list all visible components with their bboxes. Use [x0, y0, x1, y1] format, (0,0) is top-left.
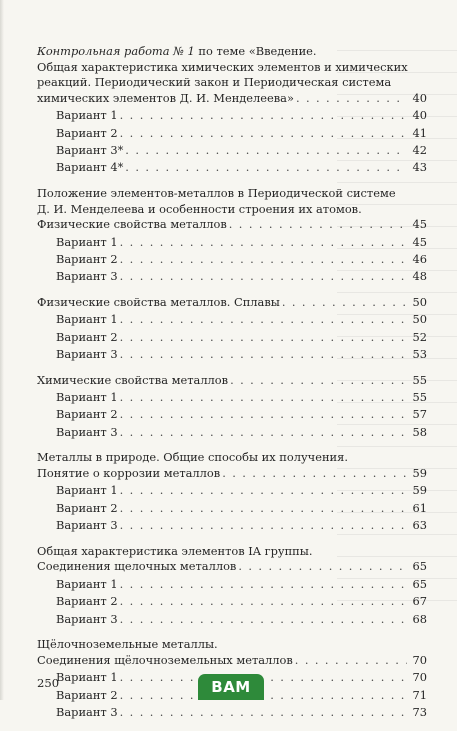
dot-leader	[120, 425, 407, 441]
toc-variant-page: 53	[412, 347, 427, 362]
toc-variant-label: Вариант 2	[56, 329, 118, 344]
toc-entry	[37, 653, 427, 669]
section-title-text: реакций. Периодический закон и Периодическая система	[37, 75, 392, 90]
toc-variant-label: Вариант 2	[56, 500, 118, 515]
dot-leader	[120, 483, 407, 499]
toc-entry-page: 65	[412, 559, 427, 574]
toc-variant-page: 67	[412, 594, 427, 609]
toc-entry-label: Понятие о коррозии металлов	[37, 466, 221, 481]
dot-leader	[229, 217, 407, 233]
dot-leader	[125, 143, 407, 159]
toc-section	[37, 373, 427, 441]
section-title-line	[37, 186, 427, 202]
dot-leader	[120, 330, 407, 346]
toc-variant	[37, 269, 427, 285]
toc-entry-label: химических элементов Д. И. Менделеева»	[37, 90, 294, 105]
toc-variant	[37, 126, 427, 142]
toc-variant-page: 58	[412, 424, 427, 439]
toc-section	[37, 44, 427, 176]
toc-variant-page: 43	[412, 160, 427, 175]
section-title-text: по теме «Введение.	[194, 44, 317, 58]
dot-leader	[120, 347, 407, 363]
section-title-line	[37, 450, 427, 466]
toc-entry-label: Физические свойства металлов	[37, 217, 227, 232]
toc-variant	[37, 407, 427, 423]
section-title-text: Общая характеристика химических элементов и химических	[37, 59, 408, 74]
toc-entry-page: 59	[412, 466, 427, 481]
toc-variant-page: 45	[412, 234, 427, 249]
dot-leader	[120, 126, 407, 142]
toc-variant-page: 40	[412, 108, 427, 123]
toc-variant-label: Вариант 2	[56, 407, 118, 422]
toc-variant-page: 55	[412, 390, 427, 405]
toc-entry-page: 70	[412, 652, 427, 667]
watermark-logo: BAM	[198, 674, 264, 700]
toc-section	[37, 186, 427, 285]
dot-leader	[238, 559, 407, 575]
toc-variant-page: 70	[412, 670, 427, 685]
toc-variant	[37, 312, 427, 328]
toc-entry-page: 55	[412, 372, 427, 387]
toc-variant-label: Вариант 2	[56, 251, 118, 266]
toc-variant-page: 73	[412, 704, 427, 719]
toc-variant-label: Вариант 2	[56, 687, 118, 702]
toc-variant	[37, 347, 427, 363]
toc-variant	[37, 252, 427, 268]
toc-section	[37, 544, 427, 627]
dot-leader	[120, 577, 407, 593]
dot-leader	[230, 373, 407, 389]
toc-variant-label: Вариант 3	[56, 424, 118, 439]
dot-leader	[120, 612, 407, 628]
dot-leader	[120, 705, 407, 721]
toc-entry-label: Химические свойства металлов	[37, 372, 229, 387]
toc-variant	[37, 235, 427, 251]
toc-variant	[37, 483, 427, 499]
dot-leader	[120, 269, 407, 285]
toc-variant-page: 71	[412, 687, 427, 702]
toc-variant-label: Вариант 3*	[56, 142, 124, 157]
page-edge-shadow	[0, 0, 4, 700]
toc-entry-page: 40	[412, 90, 427, 105]
dot-leader	[295, 653, 407, 669]
toc-variant-label: Вариант 1	[56, 108, 118, 123]
toc-variant-page: 46	[412, 251, 427, 266]
toc-entry-page: 45	[412, 217, 427, 232]
section-title-line	[37, 637, 427, 653]
dot-leader	[120, 390, 407, 406]
section-title-text: Общая характеристика элементов IA группы.	[37, 543, 313, 558]
toc-variant-label: Вариант 1	[56, 576, 118, 591]
section-title-text: Металлы в природе. Общие способы их получения.	[37, 450, 348, 465]
toc-variant-label: Вариант 3	[56, 704, 118, 719]
toc-entry	[37, 373, 427, 389]
toc-entry-label: Физические свойства металлов. Сплавы	[37, 294, 280, 309]
dot-leader	[120, 108, 407, 124]
toc-variant	[37, 143, 427, 159]
toc-variant	[37, 594, 427, 610]
toc-variant-page: 50	[412, 312, 427, 327]
section-title-text: Щёлочноземельные металлы.	[37, 637, 218, 652]
dot-leader	[125, 160, 407, 176]
dot-leader	[222, 466, 407, 482]
dot-leader	[282, 295, 407, 311]
dot-leader	[120, 594, 407, 610]
test-title-italic: Контрольная работа № 1	[37, 44, 195, 58]
toc-entry-page: 50	[412, 294, 427, 309]
toc-variant	[37, 160, 427, 176]
toc-section	[37, 450, 427, 533]
toc-variant-page: 41	[412, 125, 427, 140]
page-number: 250	[37, 676, 60, 690]
toc-entry	[37, 295, 427, 311]
toc-variant-label: Вариант 3	[56, 347, 118, 362]
toc-variant-page: 63	[412, 518, 427, 533]
dot-leader	[296, 91, 407, 107]
section-title-line	[37, 202, 427, 218]
toc-variant-label: Вариант 3	[56, 518, 118, 533]
table-of-contents	[37, 44, 427, 731]
toc-variant	[37, 577, 427, 593]
toc-variant-page: 59	[412, 483, 427, 498]
toc-variant-label: Вариант 1	[56, 670, 118, 685]
section-title-line	[37, 75, 427, 91]
section-title-text: Положение элементов-металлов в Периодической системе	[37, 185, 396, 200]
toc-variant	[37, 108, 427, 124]
toc-variant-label: Вариант 1	[56, 312, 118, 327]
section-title-text: Д. И. Менделеева и особенности строения их атомов.	[37, 201, 362, 216]
dot-leader	[120, 407, 407, 423]
toc-entry-label: Соединения щелочных металлов	[37, 559, 237, 574]
toc-entry	[37, 466, 427, 482]
toc-variant	[37, 390, 427, 406]
toc-variant	[37, 425, 427, 441]
toc-variant	[37, 518, 427, 534]
toc-variant-page: 42	[412, 142, 427, 157]
toc-variant-label: Вариант 2	[56, 594, 118, 609]
toc-variant-label: Вариант 1	[56, 483, 118, 498]
toc-variant-label: Вариант 4*	[56, 160, 124, 175]
dot-leader	[120, 312, 407, 328]
toc-variant-page: 61	[412, 500, 427, 515]
dot-leader	[120, 501, 407, 517]
toc-variant-label: Вариант 1	[56, 234, 118, 249]
toc-variant	[37, 612, 427, 628]
toc-entry	[37, 91, 427, 107]
toc-variant-page: 57	[412, 407, 427, 422]
section-title-line	[37, 544, 427, 560]
toc-variant-page: 48	[412, 269, 427, 284]
dot-leader	[120, 252, 407, 268]
toc-variant-page: 65	[412, 576, 427, 591]
toc-variant-page: 52	[412, 329, 427, 344]
toc-variant-label: Вариант 3	[56, 611, 118, 626]
toc-variant-label: Вариант 3	[56, 269, 118, 284]
toc-variant	[37, 705, 427, 721]
toc-section	[37, 295, 427, 363]
section-title-line	[37, 60, 427, 76]
section-title-line	[37, 44, 427, 60]
toc-entry	[37, 559, 427, 575]
dot-leader	[120, 235, 407, 251]
toc-variant	[37, 330, 427, 346]
toc-entry-label: Соединения щёлочноземельных металлов	[37, 652, 293, 667]
dot-leader	[120, 518, 407, 534]
toc-entry	[37, 217, 427, 233]
toc-variant	[37, 501, 427, 517]
toc-variant-label: Вариант 2	[56, 125, 118, 140]
toc-variant-page: 68	[412, 611, 427, 626]
toc-variant-label: Вариант 1	[56, 390, 118, 405]
